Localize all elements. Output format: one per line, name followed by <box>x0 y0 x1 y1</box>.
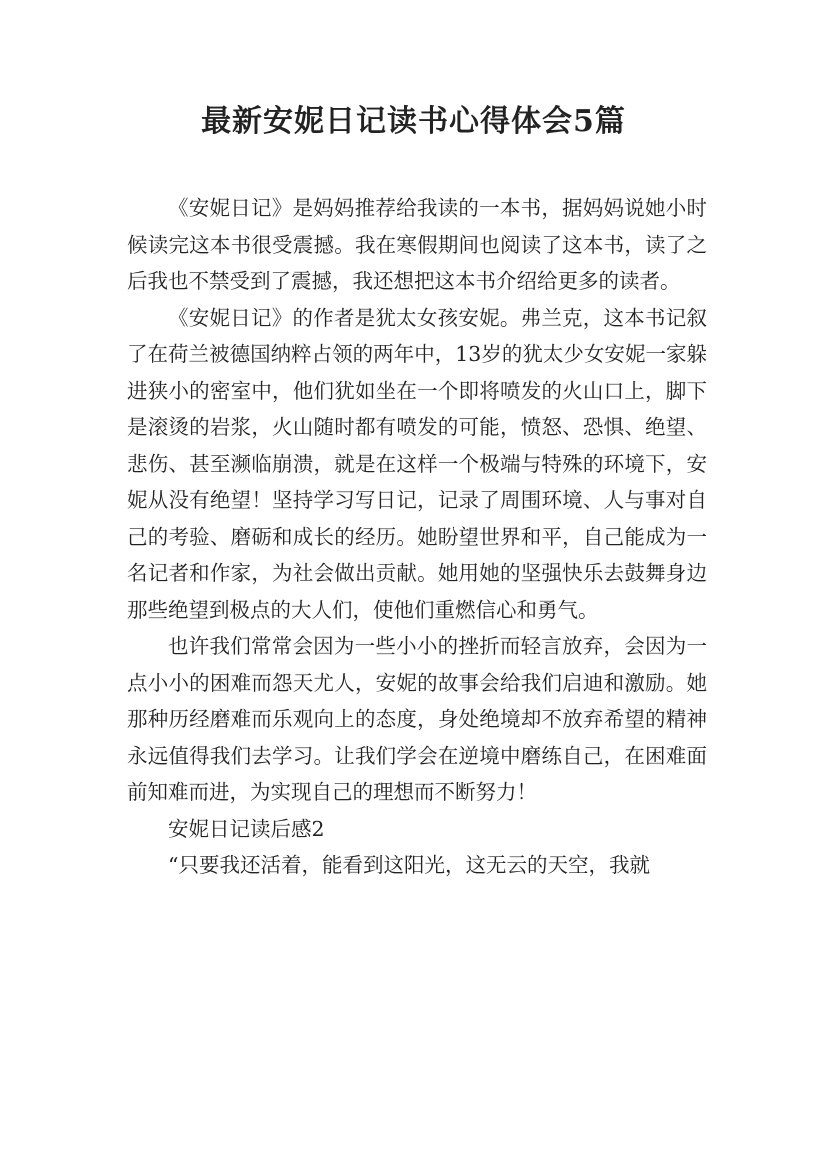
paragraph-summary: 《安妮日记》的作者是犹太女孩安妮。弗兰克，这本书记叙了在荷兰被德国纳粹占领的两年中，13岁的犹太少女安妮一家躲进狭小的密室中，他们犹如坐在一个即将喷发的火山口上，脚下是滚烫的岩浆，火山随时都有喷发的可能，愤怒、恐惧、绝望、悲伤、甚至濒临崩溃，就是在这样一个极端与特殊的环境下，安妮从没有绝望！坚持学习写日记，记录了周围环境、人与事对自己的考验、磨砺和成长的经历。她盼望世界和平，自己能成为一名记者和作家，为社会做出贡献。她用她的坚强快乐去鼓舞身边那些绝望到极点的大人们，使他们重燃信心和勇气。 <box>127 305 707 622</box>
paragraph-reflection: 也许我们常常会因为一些小小的挫折而轻言放弃，会因为一点小小的困难而怨天尤人，安妮的故事会给我们启迪和激励。她那种历经磨难而乐观向上的态度，身处绝境却不放弃希望的精神永远值得我们去学习。让我们学会在逆境中磨练自己，在困难面前知难而进，为实现自己的理想而不断努力！ <box>127 634 707 804</box>
paragraph-quote: “只要我还活着，能看到这阳光，这无云的天空，我就 <box>168 853 650 877</box>
section-heading: 安妮日记读后感2 <box>168 816 325 841</box>
paragraph-intro: 《安妮日记》是妈妈推荐给我读的一本书，据妈妈说她小时候读完这本书很受震撼。我在寒假期间也阅读了这本书，读了之后我也不禁受到了震撼，我还想把这本书介绍给更多的读者。 <box>127 196 707 293</box>
document-body <box>127 190 707 884</box>
document-title: 最新安妮日记读书心得体会5篇 <box>201 104 626 139</box>
